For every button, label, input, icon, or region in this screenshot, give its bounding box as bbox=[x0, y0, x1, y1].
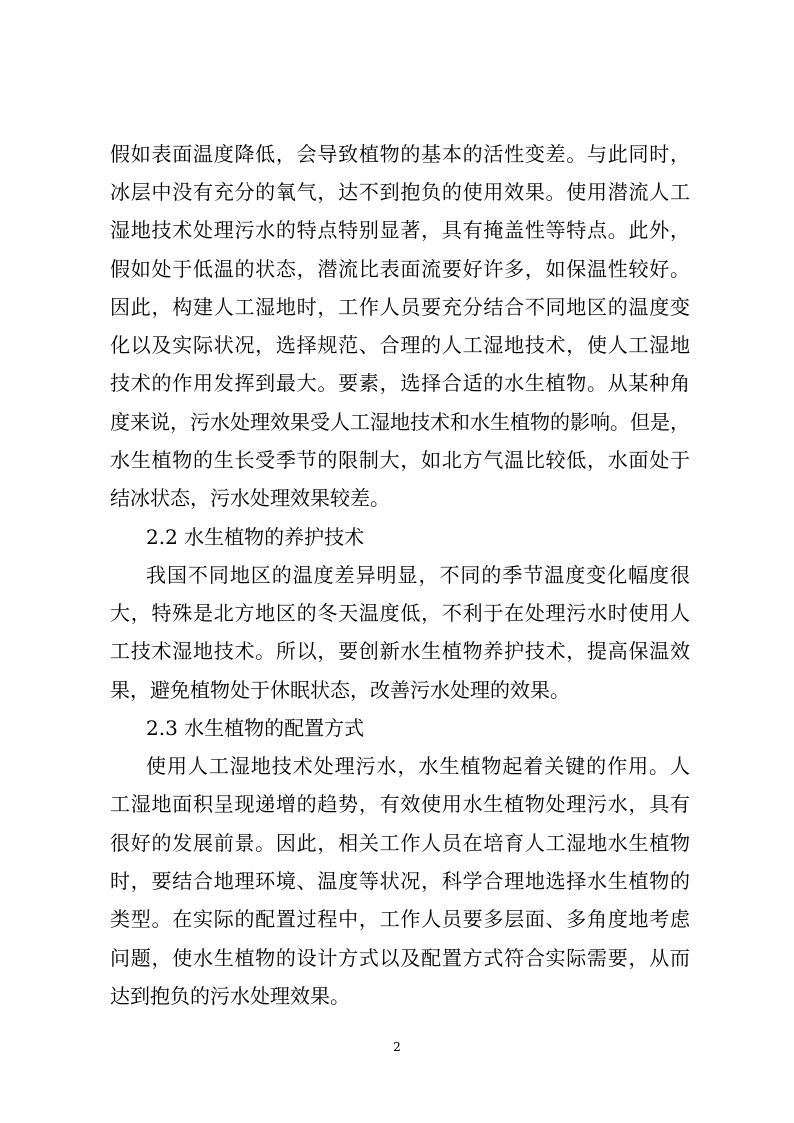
text-line: 因此，构建人工湿地时，工作人员要充分结合不同地区的温度变 bbox=[110, 295, 690, 319]
text-line: 使用人工湿地技术处理污水，水生植物起着关键的作用。人 bbox=[146, 754, 690, 778]
text-line: 问题，使水生植物的设计方式以及配置方式符合实际需要，从而 bbox=[110, 946, 690, 970]
text-line: 度来说，污水处理效果受人工湿地技术和水生植物的影响。但是， bbox=[110, 410, 690, 434]
text-line: 水生植物的生长受季节的限制大，如北方气温比较低，水面处于 bbox=[110, 448, 690, 472]
text-line: 假如处于低温的状态，潜流比表面流要好许多，如保温性较好。 bbox=[110, 257, 690, 281]
text-line: 工湿地面积呈现递增的趋势，有效使用水生植物处理污水，具有 bbox=[110, 792, 690, 816]
section-heading: 2.3 水生植物的配置方式 bbox=[146, 716, 365, 740]
text-line: 达到抱负的污水处理效果。 bbox=[110, 984, 350, 1008]
text-line: 冰层中没有充分的氧气，达不到抱负的使用效果。使用潜流人工 bbox=[110, 180, 690, 204]
text-line: 湿地技术处理污水的特点特别显著，具有掩盖性等特点。此外， bbox=[110, 218, 690, 242]
text-line: 假如表面温度降低，会导致植物的基本的活性变差。与此同时， bbox=[110, 142, 690, 166]
text-line: 结冰状态，污水处理效果较差。 bbox=[110, 486, 390, 510]
text-line: 果，避免植物处于休眠状态，改善污水处理的效果。 bbox=[110, 678, 570, 702]
text-line: 化以及实际状况，选择规范、合理的人工湿地技术，使人工湿地 bbox=[110, 333, 690, 357]
section-heading: 2.2 水生植物的养护技术 bbox=[146, 525, 365, 549]
text-line: 时，要结合地理环境、温度等状况，科学合理地选择水生植物的 bbox=[110, 869, 690, 893]
text-line: 工技术湿地技术。所以，要创新水生植物养护技术，提高保温效 bbox=[110, 639, 690, 663]
text-line: 类型。在实际的配置过程中，工作人员要多层面、多角度地考虑 bbox=[110, 907, 690, 931]
text-line: 很好的发展前景。因此，相关工作人员在培育人工湿地水生植物 bbox=[110, 831, 690, 855]
text-line: 技术的作用发挥到最大。要素，选择合适的水生植物。从某种角 bbox=[110, 371, 690, 395]
page-number: 2 bbox=[393, 1040, 401, 1054]
text-line: 我国不同地区的温度差异明显，不同的季节温度变化幅度很 bbox=[146, 563, 690, 587]
text-line: 大，特殊是北方地区的冬天温度低，不利于在处理污水时使用人 bbox=[110, 601, 690, 625]
